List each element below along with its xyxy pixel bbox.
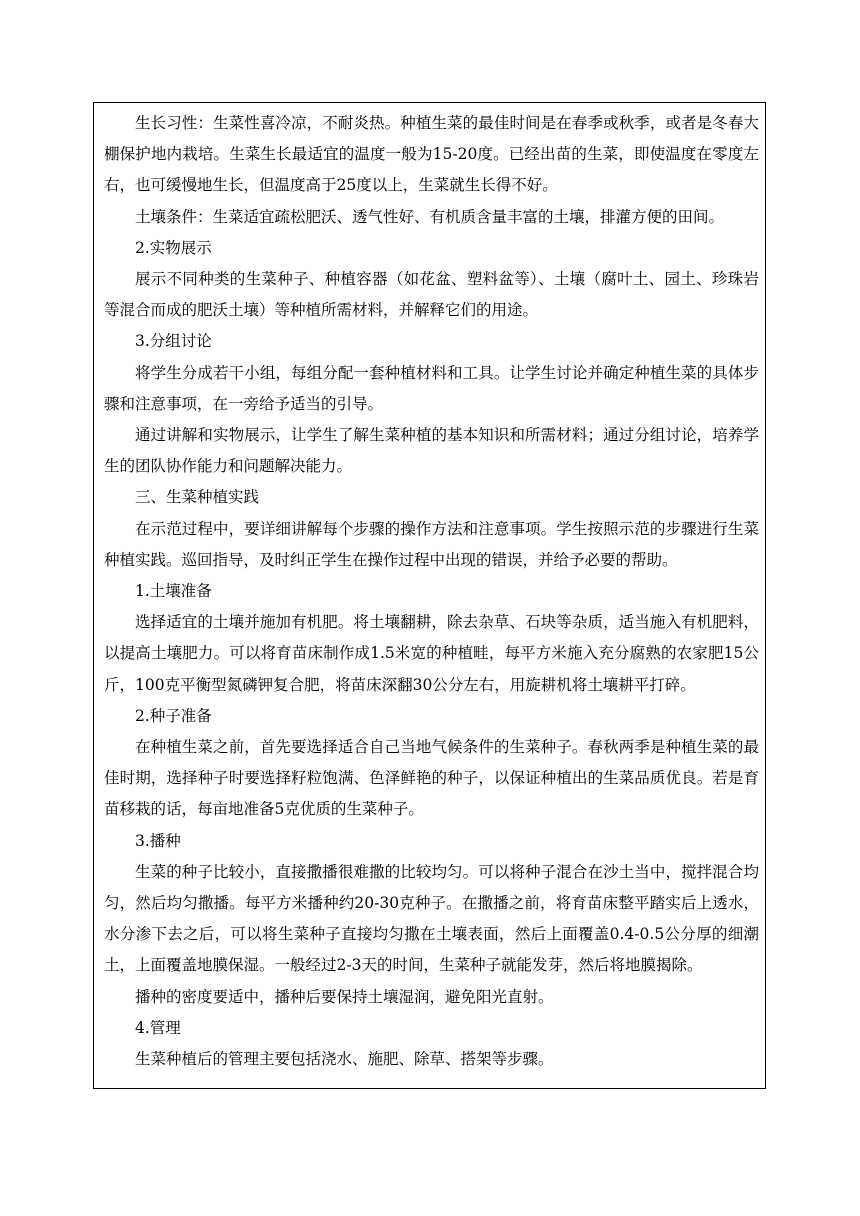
- heading-group-discussion: 3.分组讨论: [135, 332, 212, 351]
- paragraph-seed-prep: 在种植生菜之前，首先要选择适合自己当地气候条件的生菜种子。春秋两季是种植生菜的最佳时期，选择种子时要选择籽粒饱满、色泽鲜艳的种子，以保证种植出的生菜品质优良。若是育苗移栽的话，每亩地准备5克优质的生菜种子。: [104, 738, 759, 819]
- heading-seed-prep: 2.种子准备: [135, 706, 212, 725]
- heading-soil-prep: 1.土壤准备: [135, 582, 212, 601]
- paragraph-object-display: 展示不同种类的生菜种子、种植容器（如花盆、塑料盆等）、土壤（腐叶土、园土、珍珠岩等混合而成的肥沃土壤）等种植所需材料，并解释它们的用途。: [104, 270, 759, 320]
- paragraph-sowing-density: 播种的密度要适中，播种后要保持土壤湿润，避免阳光直射。: [135, 987, 554, 1006]
- paragraph-management: 生菜种植后的管理主要包括浇水、施肥、除草、搭架等步骤。: [135, 1050, 554, 1069]
- paragraph-summary: 通过讲解和实物展示，让学生了解生菜种植的基本知识和所需材料；通过分组讨论，培养学生的团队协作能力和问题解决能力。: [104, 426, 759, 476]
- heading-management: 4.管理: [135, 1018, 181, 1037]
- paragraph-planting-practice: 在示范过程中，要详细讲解每个步骤的操作方法和注意事项。学生按照示范的步骤进行生菜种植实践。巡回指导，及时纠正学生在操作过程中出现的错误，并给予必要的帮助。: [104, 519, 759, 569]
- paragraph-growth-habit: 生长习性：生菜性喜冷凉，不耐炎热。种植生菜的最佳时间是在春季或秋季，或者是冬春大棚保护地内栽培。生菜生长最适宜的温度一般为15-20度。已经出苗的生菜，即使温度在零度左右，也可缓慢地生长，但温度高于25度以上，生菜就生长得不好。: [104, 114, 759, 195]
- heading-sowing: 3.播种: [135, 831, 181, 850]
- paragraph-soil-conditions: 土壤条件：生菜适宜疏松肥沃、透气性好、有机质含量丰富的土壤，排灌方便的田间。: [135, 207, 725, 226]
- heading-object-display: 2.实物展示: [135, 238, 212, 257]
- document-body: [104, 108, 759, 1075]
- paragraph-soil-prep: 选择适宜的土壤并施加有机肥。将土壤翻耕，除去杂草、石块等杂质，适当施入有机肥料，以提高土壤肥力。可以将育苗床制作成1.5米宽的种植畦，每平方米施入充分腐熟的农家肥15公斤，100克平衡型氮磷钾复合肥，将苗床深翻30公分左右，用旋耕机将土壤耕平打碎。: [104, 613, 759, 694]
- paragraph-sowing: 生菜的种子比较小，直接撒播很难撒的比较均匀。可以将种子混合在沙土当中，搅拌混合均匀，然后均匀撒播。每平方米播种约20-30克种子。在撒播之前，将育苗床整平踏实后上透水，水分渗下去之后，可以将生菜种子直接均匀撒在土壤表面，然后上面覆盖0.4-0.5公分厚的细潮土，上面覆盖地膜保湿。一般经过2-3天的时间，生菜种子就能发芽，然后将地膜揭除。: [104, 862, 759, 975]
- paragraph-group-discussion: 将学生分成若干小组，每组分配一套种植材料和工具。让学生讨论并确定种植生菜的具体步骤和注意事项，在一旁给予适当的引导。: [104, 363, 759, 413]
- heading-planting-practice: 三、生菜种植实践: [135, 488, 260, 507]
